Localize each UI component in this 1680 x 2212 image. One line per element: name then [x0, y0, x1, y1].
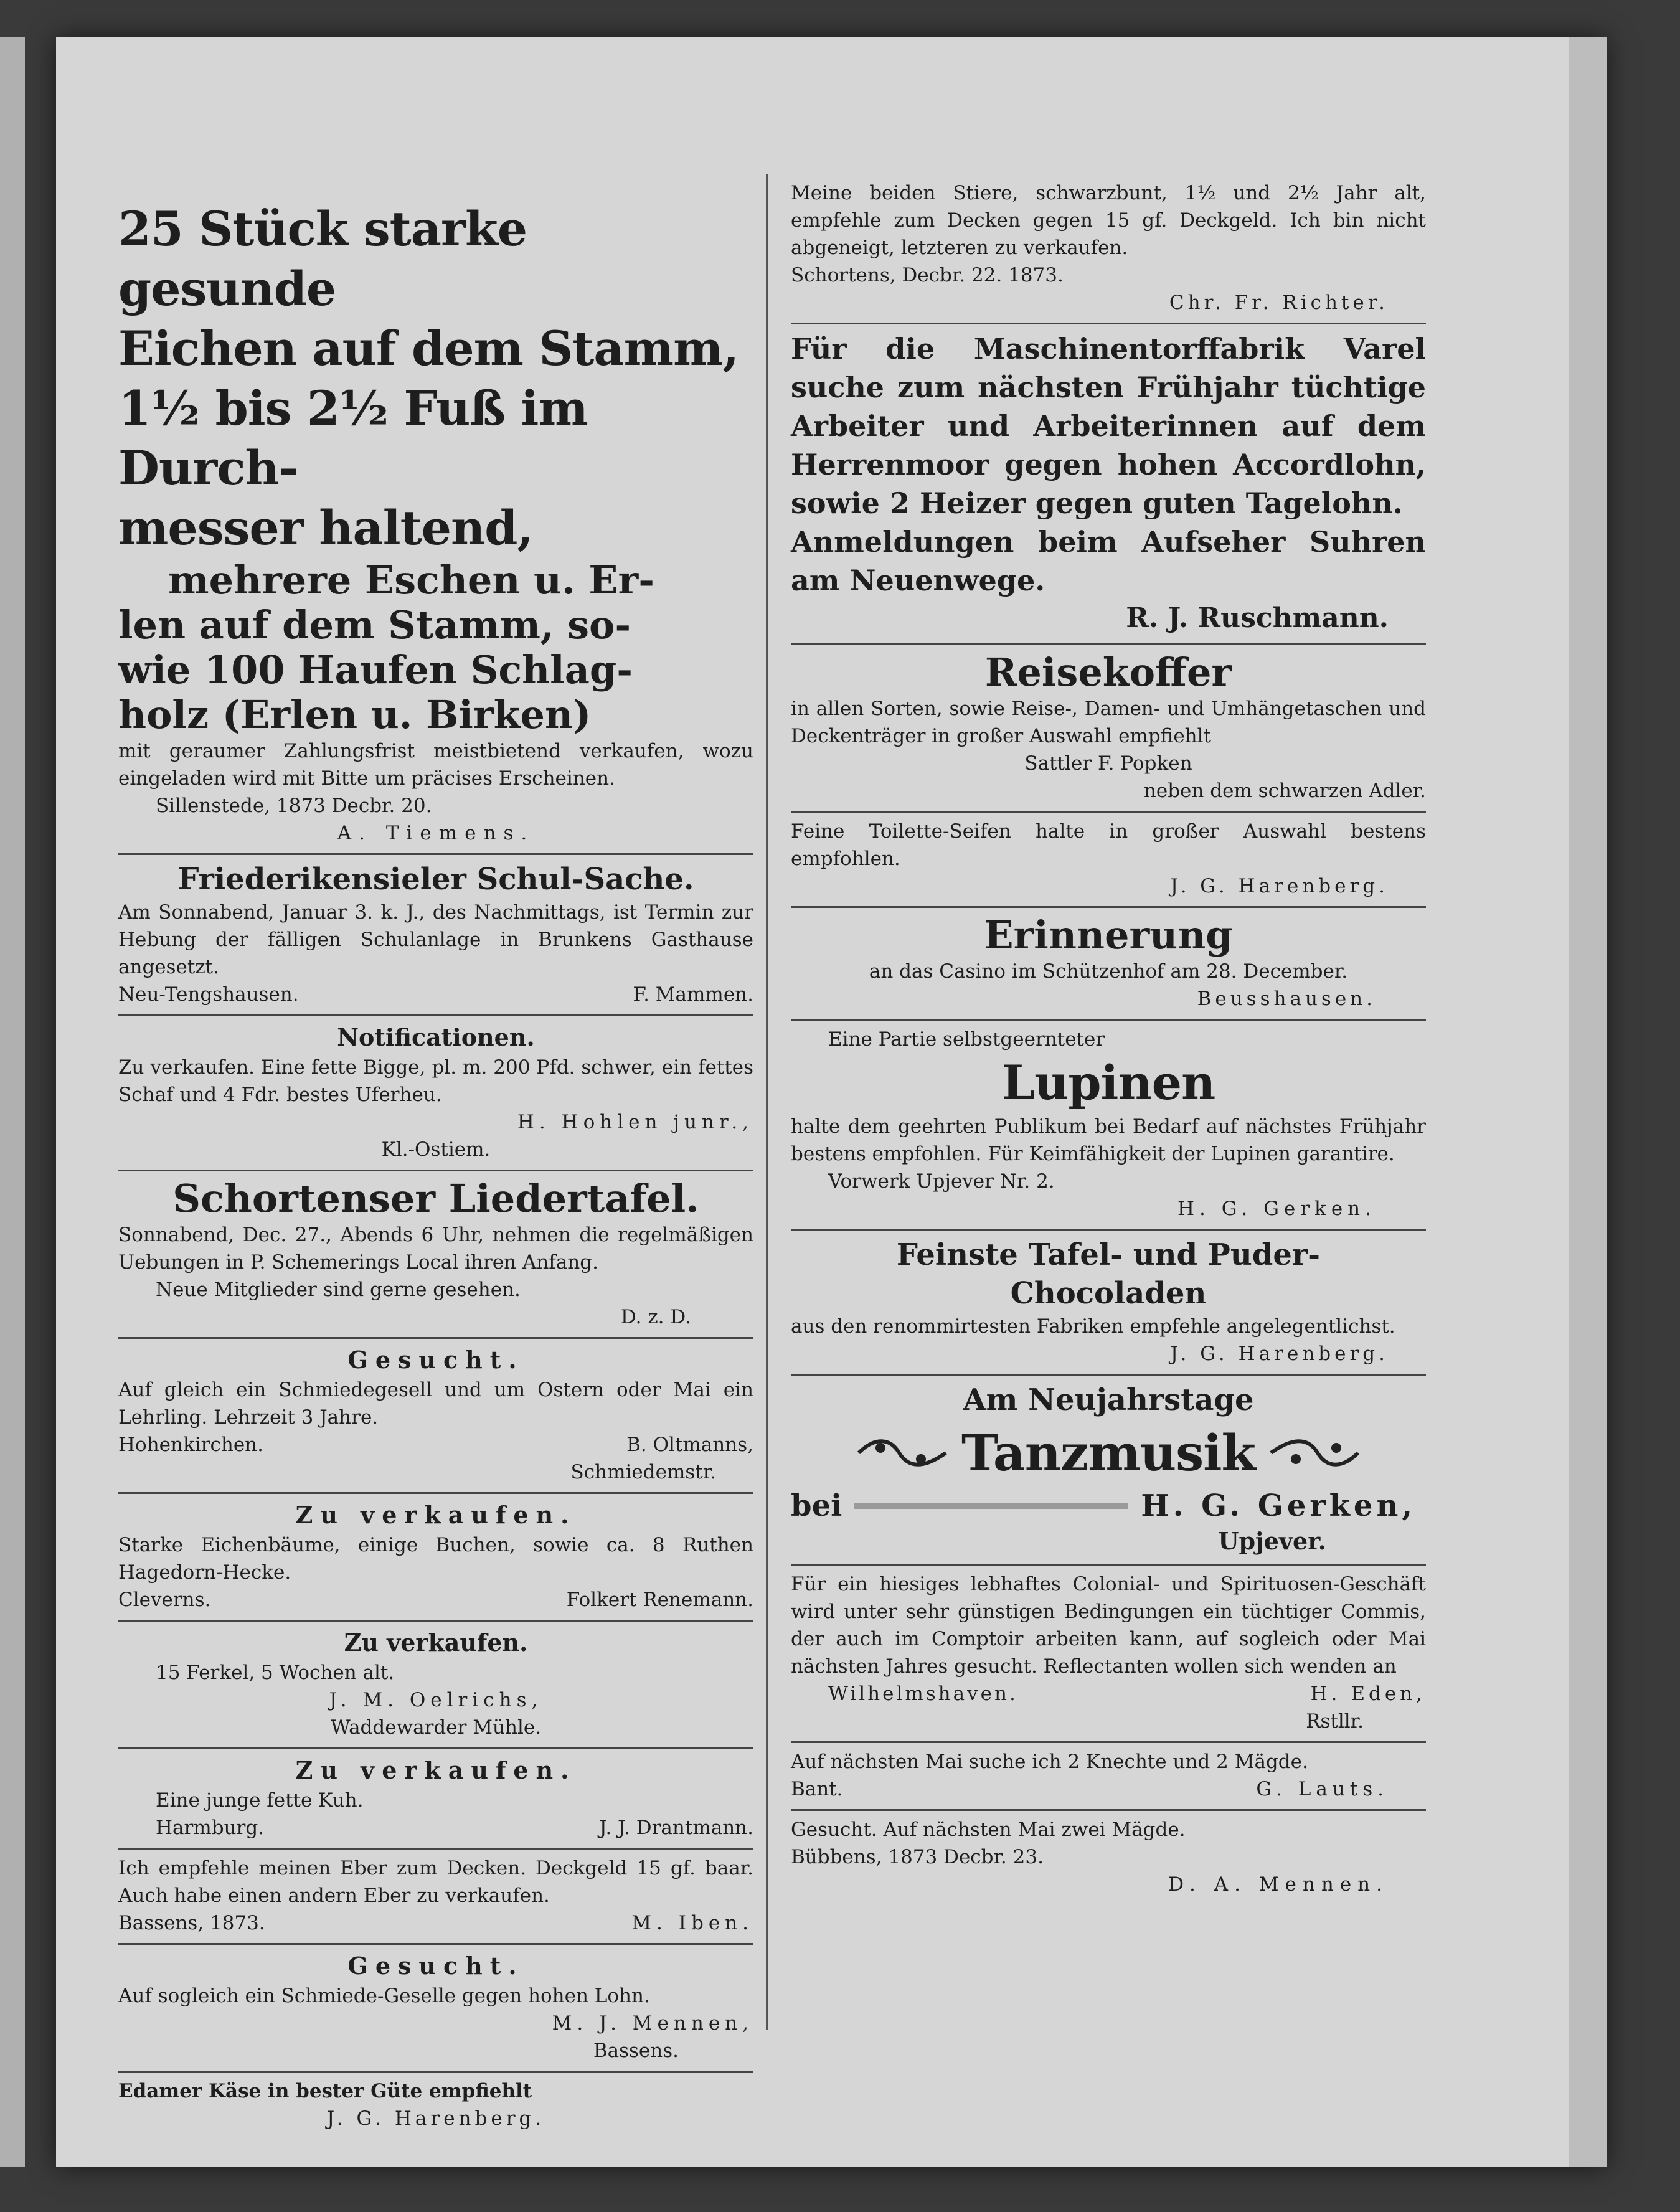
verkaufen2-title: Zu verkaufen.	[344, 1628, 528, 1657]
gesucht1-title: Gesucht.	[347, 1346, 524, 1374]
koffer-signature-place: neben dem schwarzen Adler.	[1143, 780, 1426, 802]
tanz-title: Tanzmusik	[961, 1424, 1255, 1482]
torf-body-2: Anmeldungen beim Aufseher Suhren am Neuenwege.	[791, 525, 1426, 597]
notif-signature: H. Hohlen junr.,	[517, 1111, 753, 1133]
eber-sign-row	[118, 1909, 753, 1937]
left-scroll-ornament-icon	[856, 1434, 949, 1472]
verkaufen1-body: Starke Eichenbäume, einige Buchen, sowie ca. 8 Ruthen Hagedorn-Hecke.	[118, 1534, 753, 1584]
newspaper-page	[56, 37, 1607, 2167]
koffer-body: in allen Sorten, sowie Reise-, Damen- und Umhängetaschen und Deckenträger in großer Auswahl empfiehlt	[791, 697, 1426, 747]
verkaufen3-signature: J. J. Drantmann.	[599, 1817, 753, 1839]
left-column	[118, 174, 753, 2139]
right-column	[791, 174, 1426, 1904]
erinnerung-ad	[791, 908, 1426, 1021]
tanz-ornament-row	[791, 1423, 1426, 1483]
oak-body: mit geraumer Zahlungsfrist meistbietend verkaufen, wozu eingeladen wird mit Bitte um präcises Erscheinen.	[118, 740, 753, 790]
reisekoffer-ad	[791, 645, 1426, 813]
lupinen-place: Vorwerk Upjever Nr. 2.	[828, 1170, 1055, 1193]
verkaufen3-sign-row	[118, 1814, 753, 1841]
commis-signature-title: Rstllr.	[1306, 1710, 1364, 1732]
gesucht1-body: Auf gleich ein Schmiedegesell und um Ostern oder Mai ein Lehrling. Lehrzeit 3 Jahre.	[118, 1379, 753, 1429]
maegde-place-date: Bübbens, 1873 Decbr. 23.	[791, 1846, 1044, 1868]
eber-body: Ich empfehle meinen Eber zum Decken. Deckgeld 15 gf. baar. Auch habe einen andern Eber zu verkaufen.	[118, 1857, 753, 1907]
oak-subhead-3: wie 100 Haufen Schlag-	[118, 647, 633, 692]
lupinen-signature: H. G. Gerken.	[1177, 1198, 1376, 1220]
oak-headline-1: 25 Stück starke gesunde	[118, 201, 527, 316]
stiere-place-date: Schortens, Decbr. 22. 1873.	[791, 264, 1064, 286]
oak-subhead-2: len auf dem Stamm, so-	[118, 602, 631, 648]
koffer-signature: Sattler F. Popken	[1024, 752, 1192, 775]
gesucht2-signature-place: Bassens.	[593, 2039, 679, 2062]
chocolade-body: aus den renommirtesten Fabriken empfehle angelegentlichst.	[791, 1315, 1395, 1338]
knechte-ad	[791, 1743, 1426, 1811]
verkaufen3-body: Eine junge fette Kuh.	[156, 1789, 364, 1812]
commis-ad	[791, 1566, 1426, 1743]
verkaufen2-body: 15 Ferkel, 5 Wochen alt.	[156, 1661, 395, 1684]
erinnerung-signature: Beusshausen.	[1197, 988, 1376, 1010]
torf-body: Für die Maschinentorffabrik Varel suche zum nächsten Frühjahr tüchtige Arbeiter und Arbeiterinnen auf dem Herrenmoor gegen hohen Accordlohn, sowie 2 Heizer gegen guten Tagelohn.	[791, 332, 1426, 520]
column-divider	[766, 174, 768, 2030]
oak-headline-3: 1½ bis 2½ Fuß im Durch-	[118, 380, 588, 496]
school-sign-row	[118, 981, 753, 1008]
maegde-ad	[791, 1811, 1426, 1904]
kaese-body: Edamer Käse in bester Güte empfiehlt	[118, 2080, 532, 2102]
verkaufen1-signature: Folkert Renemann.	[566, 1589, 753, 1611]
commis-signature: H. Eden,	[1310, 1683, 1426, 1705]
eber-ad	[118, 1850, 753, 1945]
school-body: Am Sonnabend, Januar 3. k. J., des Nachmittags, ist Termin zur Hebung der fälligen Schulanlage in Brunkens Gasthause angesetzt.	[118, 901, 753, 978]
maegde-signature: D. A. Mennen.	[1168, 1873, 1389, 1896]
liedertafel-body-2: Neue Mitglieder sind gerne gesehen.	[156, 1279, 521, 1301]
verkaufen-piglets-ad	[118, 1622, 753, 1749]
torf-signature: R. J. Ruschmann.	[1126, 602, 1389, 634]
stiere-body: Meine beiden Stiere, schwarzbunt, 1½ und 2½ Jahr alt, empfehle zum Decken gegen 15 gf. Deckgeld. Ich bin nicht abgeneigt, letzteren zu verkaufen.	[791, 182, 1426, 259]
commis-place: Wilhelmshaven.	[828, 1683, 1018, 1705]
tanz-name-row	[791, 1486, 1426, 1525]
tanz-place: Upjever.	[1218, 1527, 1326, 1555]
verkaufen1-sign-row	[118, 1586, 753, 1614]
verkaufen2-signature: J. M. Oelrichs,	[329, 1689, 543, 1711]
kaese-signature: J. G. Harenberg.	[326, 2107, 545, 2130]
seifen-ad	[791, 813, 1426, 908]
oak-headline-2: Eichen auf dem Stamm,	[118, 321, 739, 376]
erinnerung-title: Erinnerung	[984, 912, 1233, 958]
liedertafel-body: Sonnabend, Dec. 27., Abends 6 Uhr, nehmen die regelmäßigen Uebungen in P. Schemerings Local ihren Anfang.	[118, 1224, 753, 1274]
school-title: Friederikensieler Schul-Sache.	[177, 862, 694, 897]
knechte-place: Bant.	[791, 1778, 843, 1800]
oak-subhead-4: holz (Erlen u. Birken)	[118, 692, 592, 737]
commis-body: Für ein hiesiges lebhaftes Colonial- und Spirituosen-Geschäft wird unter sehr günstigen Bedingungen ein tüchtiger Commis, der auch im Comptoir arbeiten kann, auf sogleich oder Mai nächsten Jahres gesucht. Reflectanten wollen sich wenden an	[791, 1573, 1426, 1678]
oak-signature: A. Tiemens.	[337, 822, 535, 844]
verkaufen2-signature-place: Waddewarder Mühle.	[330, 1716, 542, 1739]
tanz-host: H. G. Gerken,	[1141, 1488, 1417, 1523]
tanzmusik-ad	[791, 1376, 1426, 1566]
verkaufen1-place: Cleverns.	[118, 1589, 211, 1611]
seifen-body: Feine Toilette-Seifen halte in großer Auswahl bestens empfohlen.	[791, 820, 1426, 870]
knechte-sign-row	[791, 1775, 1426, 1803]
koffer-title: Reisekoffer	[984, 650, 1232, 695]
notif-title: Notificationen.	[337, 1023, 535, 1051]
gesucht1-signature: B. Oltmanns,	[626, 1434, 753, 1456]
lupinen-intro: Eine Partie selbstgeernteter	[828, 1028, 1105, 1051]
liedertafel-signature: D. z. D.	[620, 1306, 691, 1328]
notif-body: Zu verkaufen. Eine fette Bigge, pl. m. 200 Pfd. schwer, ein fettes Schaf und 4 Fdr. bestes Uferheu.	[118, 1056, 753, 1106]
right-scroll-ornament-icon	[1268, 1434, 1361, 1472]
stiere-signature: Chr. Fr. Richter.	[1169, 291, 1389, 314]
tanz-bei: bei	[791, 1488, 842, 1523]
erinnerung-body: an das Casino im Schützenhof am 28. December.	[869, 960, 1348, 983]
gesucht2-signature: M. J. Mennen,	[552, 2012, 753, 2035]
oak-subhead-1: mehrere Eschen u. Er-	[168, 557, 654, 603]
oak-headline-4: messer haltend,	[118, 500, 533, 555]
gesucht1-signature-title: Schmiedemstr.	[570, 1461, 716, 1483]
school-ad	[118, 855, 753, 1016]
school-signature: F. Mammen.	[633, 983, 753, 1006]
verkaufen3-place: Harmburg.	[156, 1817, 265, 1839]
stiere-ad	[791, 174, 1426, 324]
knechte-body: Auf nächsten Mai suche ich 2 Knechte und 2 Mägde.	[791, 1751, 1308, 1773]
gesucht2-body: Auf sogleich ein Schmiede-Geselle gegen hohen Lohn.	[118, 1985, 650, 2007]
chocolade-title-2: Chocoladen	[1010, 1276, 1207, 1311]
eber-place: Bassens, 1873.	[118, 1912, 265, 1934]
maegde-body: Gesucht. Auf nächsten Mai zwei Mägde.	[791, 1818, 1186, 1841]
seifen-signature: J. G. Harenberg.	[1170, 875, 1389, 897]
liedertafel-title: Schortenser Liedertafel.	[172, 1176, 699, 1221]
chocolade-ad	[791, 1231, 1426, 1376]
eber-signature: M. Iben.	[631, 1912, 753, 1934]
chocolade-title-1: Feinste Tafel- und Puder-	[896, 1237, 1321, 1272]
lupinen-body: halte dem geehrten Publikum bei Bedarf auf nächstes Frühjahr bestens empfohlen. Für Keimfähigkeit der Lupinen garantire.	[791, 1115, 1426, 1165]
lupinen-ad	[791, 1021, 1426, 1231]
lupinen-title: Lupinen	[1001, 1055, 1215, 1110]
gesucht1-sign-row	[118, 1431, 753, 1458]
verkaufen1-title: Zu verkaufen.	[295, 1501, 577, 1529]
commis-sign-row	[791, 1680, 1426, 1708]
liedertafel-ad	[118, 1171, 753, 1339]
school-place: Neu-Tengshausen.	[118, 983, 299, 1006]
verkaufen-cow-ad	[118, 1749, 753, 1850]
gesucht2-title: Gesucht.	[347, 1952, 524, 1980]
verkaufen3-title: Zu verkaufen.	[295, 1756, 577, 1784]
tanz-line-1: Am Neujahrstage	[963, 1382, 1254, 1417]
verkaufen-trees-ad	[118, 1494, 753, 1622]
kaese-ad	[118, 2073, 753, 2139]
gesucht-smith-ad	[118, 1339, 753, 1494]
gesucht-journeyman-ad	[118, 1945, 753, 2073]
oak-place-date: Sillenstede, 1873 Decbr. 20.	[156, 795, 432, 817]
torf-ad	[791, 324, 1426, 645]
notif-signature-place: Kl.-Ostiem.	[381, 1138, 491, 1161]
gesucht1-place: Hohenkirchen.	[118, 1434, 263, 1456]
oak-sale-ad	[118, 174, 753, 855]
smudge-decoration	[854, 1503, 1128, 1509]
chocolade-signature: J. G. Harenberg.	[1170, 1343, 1389, 1365]
knechte-signature: G. Lauts.	[1256, 1778, 1389, 1800]
notification-ad	[118, 1016, 753, 1171]
